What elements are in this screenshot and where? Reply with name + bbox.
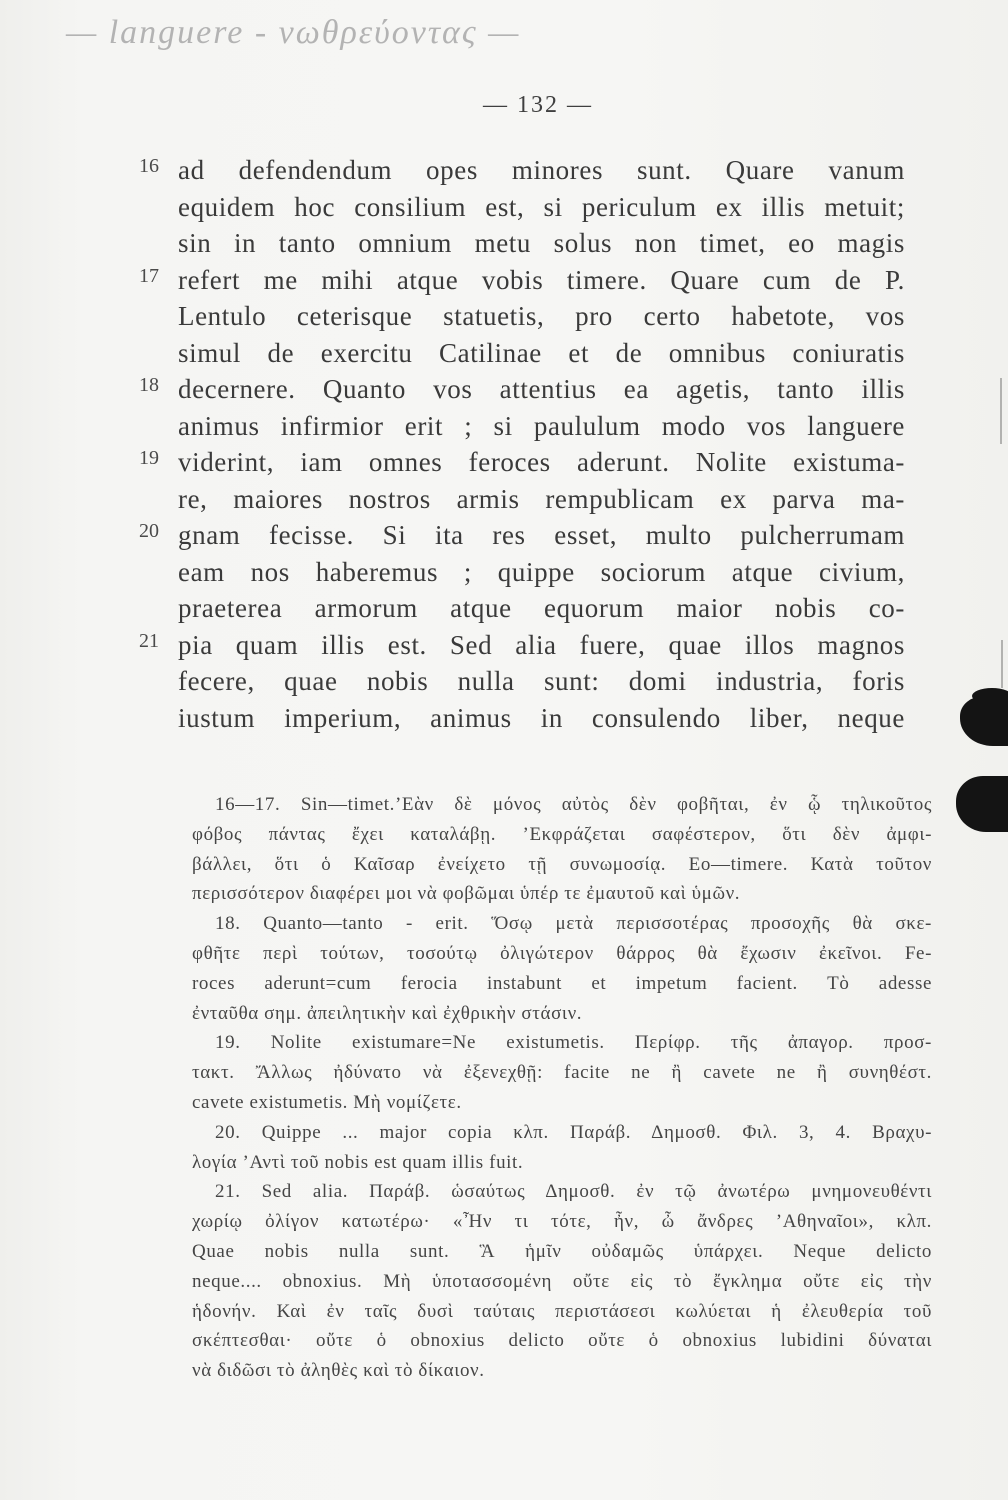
note-line: cavete existumetis. Μὴ νομίζετε.: [192, 1091, 462, 1113]
text-line: [178, 225, 905, 262]
note-line: 19. Nolite existumare=Ne existumetis. Περίφρ. τῆς ἀπαγορ. προσ-: [215, 1032, 932, 1054]
line-text: iustum imperium, animus in consulendo liber, neque: [178, 702, 905, 733]
text-line: [178, 700, 905, 737]
scan-edge-line: [1001, 640, 1003, 688]
text-line: [139, 627, 905, 664]
scan-blot: [972, 688, 1008, 704]
note-line: neque.... obnoxius. Μὴ ὑποτασσομένη οὔτε εἰς τὸ ἔγκλημα οὔτε εἰς τὴν: [192, 1270, 932, 1292]
line-text: equidem hoc consilium est, si periculum ex illis metuit;: [178, 191, 905, 222]
line-text: re, maiores nostros armis rempublicam ex parva ma-: [178, 483, 905, 514]
page-number: — 132 —: [483, 92, 593, 118]
text-line: [139, 517, 905, 554]
handwritten-annotation: — languere - νωθρεύοντας —: [66, 14, 521, 51]
text-line: [139, 262, 905, 299]
note-line: φθῆτε περὶ τούτων, τοσούτῳ ὀλιγώτερον θάρρος θὰ ἔχωσιν ἐκεῖνοι. Fe-: [192, 942, 932, 964]
note-line: 21. Sed alia. Παράβ. ὡσαύτως Δημοσθ. ἐν τῷ ἀνωτέρω μνημονευθέντι: [215, 1181, 932, 1203]
note-line: φόβος πάντας ἔχει καταλάβῃ. ’Εκφράζεται σαφέστερον, ὅτι δὲν ἀμφι-: [192, 823, 932, 845]
text-line: [178, 554, 905, 591]
line-number: 18: [139, 374, 159, 396]
main-text: [139, 152, 905, 736]
line-text: gnam fecisse. Si ita res esset, multo pulcherrumam: [178, 520, 905, 550]
text-line: [139, 371, 905, 408]
scan-blot: [956, 776, 1008, 832]
line-text: Lentulo ceterisque statuetis, pro certo habetote, vos: [178, 301, 905, 331]
line-text: refert me mihi atque vobis timere. Quare cum de P.: [178, 264, 905, 295]
note-line: ἐνταῦθα σημ. ἀπειλητικὴν καὶ ἐχθρικὴν στάσιν.: [192, 1002, 583, 1024]
line-text: sin in tanto omnium metu solus non timet, eo magis: [178, 228, 905, 258]
scan-edge-line: [1000, 378, 1002, 444]
line-text: fecere, quae nobis nulla sunt: domi industria, foris: [178, 666, 905, 696]
text-line: [178, 298, 905, 335]
line-text: pia quam illis est. Sed alia fuere, quae illos magnos: [178, 629, 905, 660]
note-line: τακτ. Ἄλλως ἠδύνατο νὰ ἐξενεχθῇ: facite ne ἢ cavete ne ἢ συνηθέστ.: [192, 1062, 932, 1084]
text-line: [178, 481, 905, 518]
note-line: χωρίῳ ὀλίγον κατωτέρω· «Ἦν τι τότε, ἦν, ὦ ἄνδρες ’Αθηναῖοι», κλπ.: [192, 1211, 932, 1233]
note-line: 18. Quanto—tanto - erit. Ὅσῳ μετὰ περισσοτέρας προσοχῆς θὰ σκε-: [215, 913, 932, 935]
line-number: 20: [139, 520, 159, 542]
text-line: [139, 152, 905, 189]
text-line: [178, 408, 905, 445]
note-line: λογία ’Αντὶ τοῦ nobis est quam illis fuit.: [192, 1151, 524, 1173]
line-text: decernere. Quanto vos attentius ea agetis, tanto illis: [178, 374, 905, 404]
line-text: simul de exercitu Catilinae et de omnibus coniuratis: [178, 337, 905, 368]
note-line: ἡδονήν. Καὶ ἐν ταῖς δυσὶ ταύταις περιστάσεσι κωλύεται ἡ ἐλευθερία τοῦ: [192, 1300, 932, 1322]
line-number: 16: [139, 155, 159, 177]
line-text: praeterea armorum atque equorum maior nobis co-: [178, 593, 905, 623]
text-line: [178, 189, 905, 226]
note-line: νὰ διδῶσι τὸ ἀληθὲς καὶ τὸ δίκαιον.: [192, 1360, 485, 1382]
line-text: animus infirmior erit ; si paululum modo vos languere: [178, 410, 905, 441]
note-line: 16—17. Sin—timet.’Εὰν δὲ μόνος αὐτὸς δὲν φοβῆται, ἐν ᾧ τηλικοῦτος: [215, 794, 932, 815]
scan-blot: [960, 696, 1008, 746]
line-number: 19: [139, 447, 159, 469]
commentary-notes: [192, 790, 932, 1386]
note-line: περισσότερον διαφέρει μοι νὰ φοβῶμαι ὑπέρ τε ἐμαυτοῦ καὶ ὑμῶν.: [192, 883, 741, 905]
text-line: [178, 663, 905, 700]
line-number: 21: [139, 629, 159, 652]
note-line: roces aderunt=cum ferocia instabunt et impetum facient. Τὸ adesse: [192, 972, 932, 994]
line-number: 17: [139, 264, 159, 287]
note-line: 20. Quippe ... major copia κλπ. Παράβ. Δημοσθ. Φιλ. 3, 4. Βραχυ-: [215, 1121, 932, 1143]
note-line: σκέπτεσθαι· οὔτε ὁ obnoxius delicto οὔτε ὁ obnoxius lubidini δύναται: [192, 1330, 932, 1352]
text-line: [178, 590, 905, 627]
line-text: eam nos haberemus ; quippe sociorum atque civium,: [178, 556, 905, 587]
text-line: [139, 444, 905, 481]
note-line: Quae nobis nulla sunt. Ἃ ἡμῖν οὐδαμῶς ὑπάρχει. Neque delicto: [192, 1240, 932, 1262]
text-line: [178, 335, 905, 372]
line-text: viderint, iam omnes feroces aderunt. Nolite existuma-: [178, 447, 905, 477]
note-line: βάλλει, ὅτι ὁ Καῖσαρ ἐνείχετο τῇ συνωμοσίᾳ. Eo—timere. Κατὰ τοῦτον: [192, 853, 932, 875]
line-text: ad defendendum opes minores sunt. Quare vanum: [178, 155, 905, 185]
